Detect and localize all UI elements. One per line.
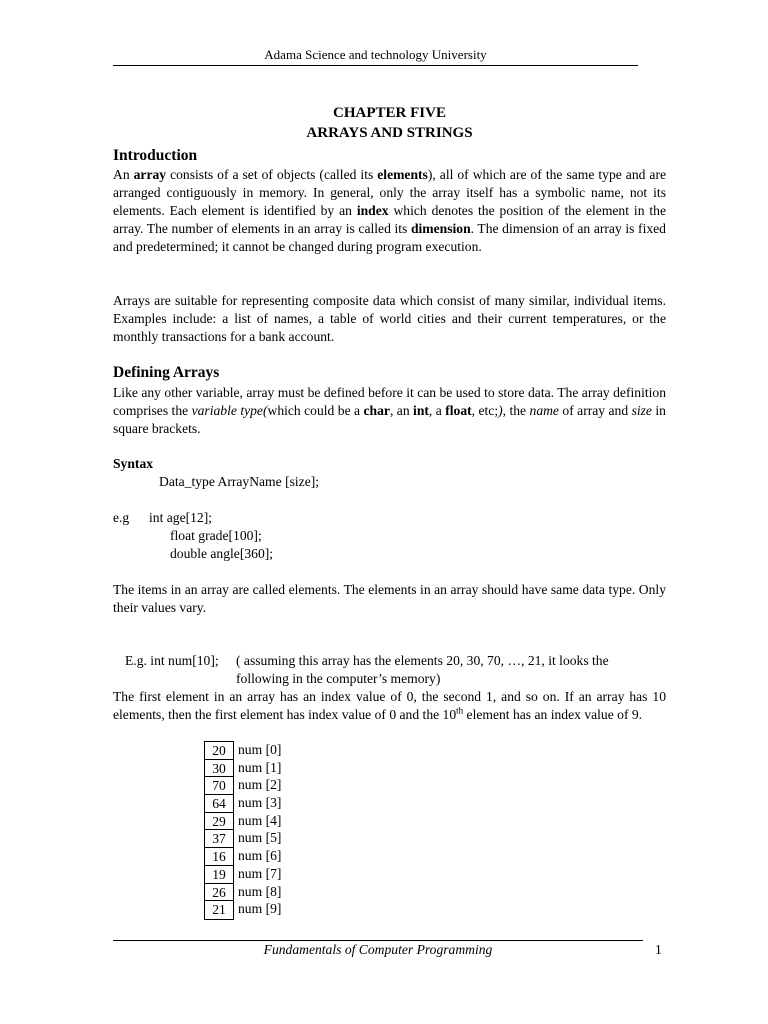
array-cell: 29 <box>205 813 233 831</box>
num-example-note-cont: following in the computer’s memory) <box>236 671 441 686</box>
array-index-label: num [7] <box>238 865 282 881</box>
defining-heading: Defining Arrays <box>113 364 220 381</box>
array-index-label: num [3] <box>238 795 282 811</box>
num-example-note: ( assuming this array has the elements 20, 30, 70, …, 21, it looks the <box>236 653 609 668</box>
array-index-label: num [1] <box>238 759 282 775</box>
array-index-label: num [6] <box>238 848 282 864</box>
footer-rule <box>113 940 643 941</box>
intro-heading: Introduction <box>113 147 198 164</box>
array-index-label: num [0] <box>238 742 282 757</box>
array-index-label: num [2] <box>238 777 282 793</box>
footer-course: Fundamentals of Computer Programming <box>263 942 493 957</box>
array-cell: 30 <box>205 760 233 778</box>
array-memory-diagram <box>204 741 234 920</box>
array-index-label: num [8] <box>238 883 282 899</box>
array-cell: 26 <box>205 884 233 902</box>
page-number: 1 <box>655 942 662 957</box>
array-cell: 64 <box>205 795 233 813</box>
array-cell: 19 <box>205 866 233 884</box>
index-paragraph: The first element in an array has an index value of 0, the second 1, and so on. If an array has 10 elements, then the first element has index value of 0 and the 10th element has an index value of 9. <box>113 689 666 722</box>
example-line-1: int age[12]; <box>149 510 213 525</box>
array-index-label: num [5] <box>238 830 282 846</box>
array-index-labels <box>238 741 281 918</box>
array-cell: 20 <box>205 742 233 760</box>
array-cell: 70 <box>205 777 233 795</box>
chapter-title: ARRAYS AND STRINGS <box>306 125 473 141</box>
example-line-2: float grade[100]; <box>170 528 262 543</box>
intro-paragraph-2: Arrays are suitable for representing composite data which consist of many similar, individual items. Examples include: a list of names, a table of world cities and their current temperatures, or the monthly transactions for a bank account. <box>113 293 666 344</box>
num-example-decl: E.g. int num[10]; <box>125 653 219 668</box>
header-rule <box>113 65 638 66</box>
array-index-label: num [9] <box>238 901 282 917</box>
syntax-line: Data_type ArrayName [size]; <box>159 474 320 489</box>
example-label: e.g <box>113 510 130 525</box>
defining-paragraph: Like any other variable, array must be defined before it can be used to store data. The array definition comprises the variable type(which could be a char, an int, a float, etc;), the name of array and size in square brackets. <box>113 385 666 436</box>
running-header: Adama Science and technology University <box>264 47 487 62</box>
array-cell: 37 <box>205 830 233 848</box>
array-index-label: num [4] <box>238 812 282 828</box>
elements-paragraph: The items in an array are called elements. The elements in an array should have same data type. Only their values vary. <box>113 582 666 615</box>
syntax-label: Syntax <box>113 456 154 471</box>
chapter-number: CHAPTER FIVE <box>333 105 446 121</box>
example-line-3: double angle[360]; <box>170 546 274 561</box>
intro-paragraph-1: An array consists of a set of objects (called its elements), all of which are of the same type and are arranged contiguously in memory. In general, only the array itself has a symbolic name, not its elements. Each element is identified by an index which denotes the position of the element in the array. The number of elements in an array is called its dimension. The dimension of an array is fixed and predetermined; it cannot be changed during program execution. <box>113 167 667 254</box>
array-cell: 16 <box>205 848 233 866</box>
array-cell: 21 <box>212 902 226 918</box>
